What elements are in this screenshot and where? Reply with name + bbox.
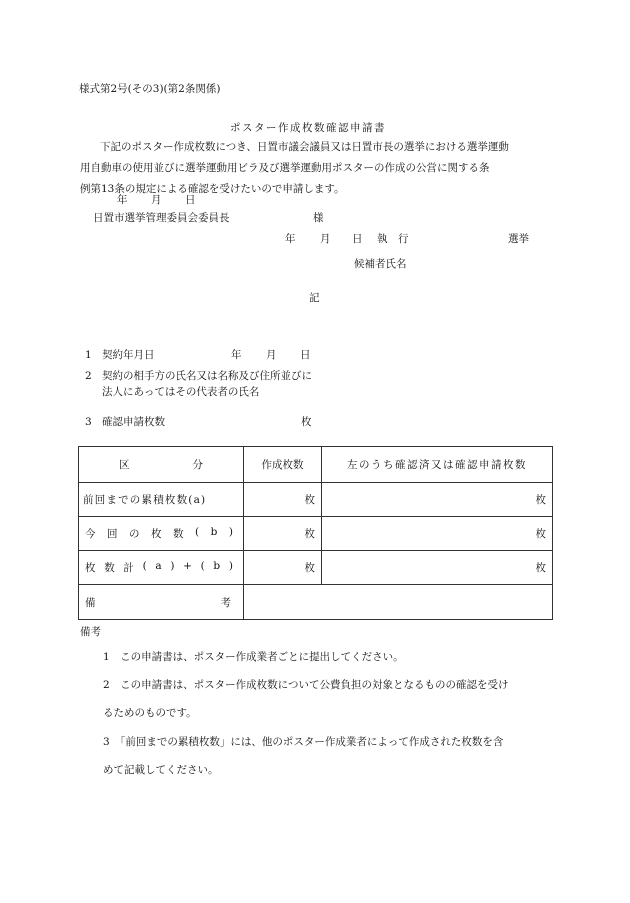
- row-label-cumulative: 前回までの累積枚数(a): [79, 483, 244, 517]
- table-row: [79, 517, 553, 551]
- notes-heading: 備考: [80, 626, 101, 638]
- header-confirmed: 左のうち確認済又は確認申請枚数: [322, 447, 553, 483]
- row-label-current: [79, 517, 244, 551]
- table-header-row: [79, 447, 553, 483]
- remarks-label: [79, 585, 244, 620]
- label-char: (: [142, 560, 147, 572]
- body-line-1: 下記のポスター作成枚数につき、日置市議会議員又は日置市長の選挙における選挙運動: [100, 141, 509, 153]
- row-confirmed-unit: 枚: [322, 551, 553, 585]
- item-3-number: 3: [85, 416, 92, 428]
- item-1-number: 1: [85, 349, 92, 361]
- election-conduct: 執 行: [377, 233, 409, 245]
- label-char: ): [228, 560, 233, 572]
- addressee-name: 日置市選挙管理委員会委員長: [93, 212, 230, 224]
- header-category-b: 分: [192, 459, 203, 471]
- body-line-3: 例第13条の規定による確認を受けたいので申請します。: [80, 183, 345, 195]
- election-month: 月: [320, 233, 331, 245]
- label-char: 回: [107, 528, 118, 540]
- form-title: ポスター作成枚数確認申請書: [230, 122, 386, 134]
- label-char: +: [183, 560, 192, 572]
- label-char: (: [195, 526, 200, 538]
- item-2-label-line1: 契約の相手方の氏名又は名称及び住所並びに: [102, 370, 312, 382]
- label-char: 枚: [85, 562, 96, 574]
- item-3-unit: 枚: [301, 416, 312, 428]
- label-char: 今: [85, 528, 96, 540]
- item-1-day: 日: [300, 349, 311, 361]
- item-2-label-line2: 法人にあってはその代表者の氏名: [102, 386, 260, 398]
- note-3-line2: めて記載してください。: [103, 764, 219, 776]
- count-table: [78, 446, 553, 620]
- remarks-value: [244, 585, 553, 620]
- item-3-label: 確認申請枚数: [102, 416, 165, 428]
- body-line-2: 用自動車の使用並びに選挙運動用ビラ及び選挙運動用ポスターの作成の公営に関する条: [80, 162, 490, 174]
- row-confirmed-unit: 枚: [322, 517, 553, 551]
- label-char: a: [155, 560, 162, 572]
- candidate-name-label: 候補者氏名: [354, 258, 407, 270]
- date-month: 月: [151, 194, 162, 206]
- label-char: 数: [173, 528, 184, 540]
- label-char: ): [170, 560, 175, 572]
- row-count-unit: 枚: [244, 483, 322, 517]
- form-number: 様式第2号(その3)(第2条関係): [79, 83, 221, 95]
- row-confirmed-unit: 枚: [322, 483, 553, 517]
- body-paragraph: [80, 137, 558, 200]
- ki-marker: 記: [309, 292, 320, 304]
- table-row: [79, 483, 553, 517]
- addressee-honorific: 様: [313, 212, 324, 224]
- label-char: (: [200, 560, 205, 572]
- note-2-line2: るためのものです。: [103, 707, 197, 719]
- item-1-label: 契約年月日: [102, 349, 155, 361]
- note-3-line1: 3 「前回までの累積枚数」には、他のポスター作成業者によって作成された枚数を含: [103, 736, 504, 748]
- date-year: 年: [117, 194, 128, 206]
- table-row: [79, 551, 553, 585]
- table-row-remarks: [79, 585, 553, 620]
- row-count-unit: 枚: [244, 551, 322, 585]
- header-category: [79, 447, 244, 483]
- remarks-label-a: 備: [85, 596, 96, 609]
- header-count: 作成枚数: [244, 447, 322, 483]
- election-year: 年: [285, 233, 296, 245]
- row-label-total: [79, 551, 244, 585]
- item-2-number: 2: [85, 370, 92, 382]
- label-char: 枚: [151, 528, 162, 540]
- note-2-line1: 2 この申請書は、ポスター作成枚数について公費負担の対象となるものの確認を受け: [103, 679, 509, 691]
- note-1: 1 この申請書は、ポスター作成業者ごとに提出してください。: [103, 651, 404, 663]
- date-day: 日: [185, 194, 196, 206]
- remarks-label-b: 考: [220, 596, 231, 609]
- row-count-unit: 枚: [244, 517, 322, 551]
- label-char: 数: [104, 562, 115, 574]
- item-1-month: 月: [266, 349, 277, 361]
- election-day: 日: [352, 233, 363, 245]
- label-char: 計: [123, 562, 134, 574]
- label-char: ): [228, 526, 233, 538]
- label-char: b: [213, 560, 221, 572]
- election-label: 選挙: [508, 233, 529, 245]
- header-category-a: 区: [119, 459, 130, 471]
- item-1-year: 年: [231, 349, 242, 361]
- label-char: b: [210, 526, 218, 538]
- label-char: の: [129, 528, 140, 540]
